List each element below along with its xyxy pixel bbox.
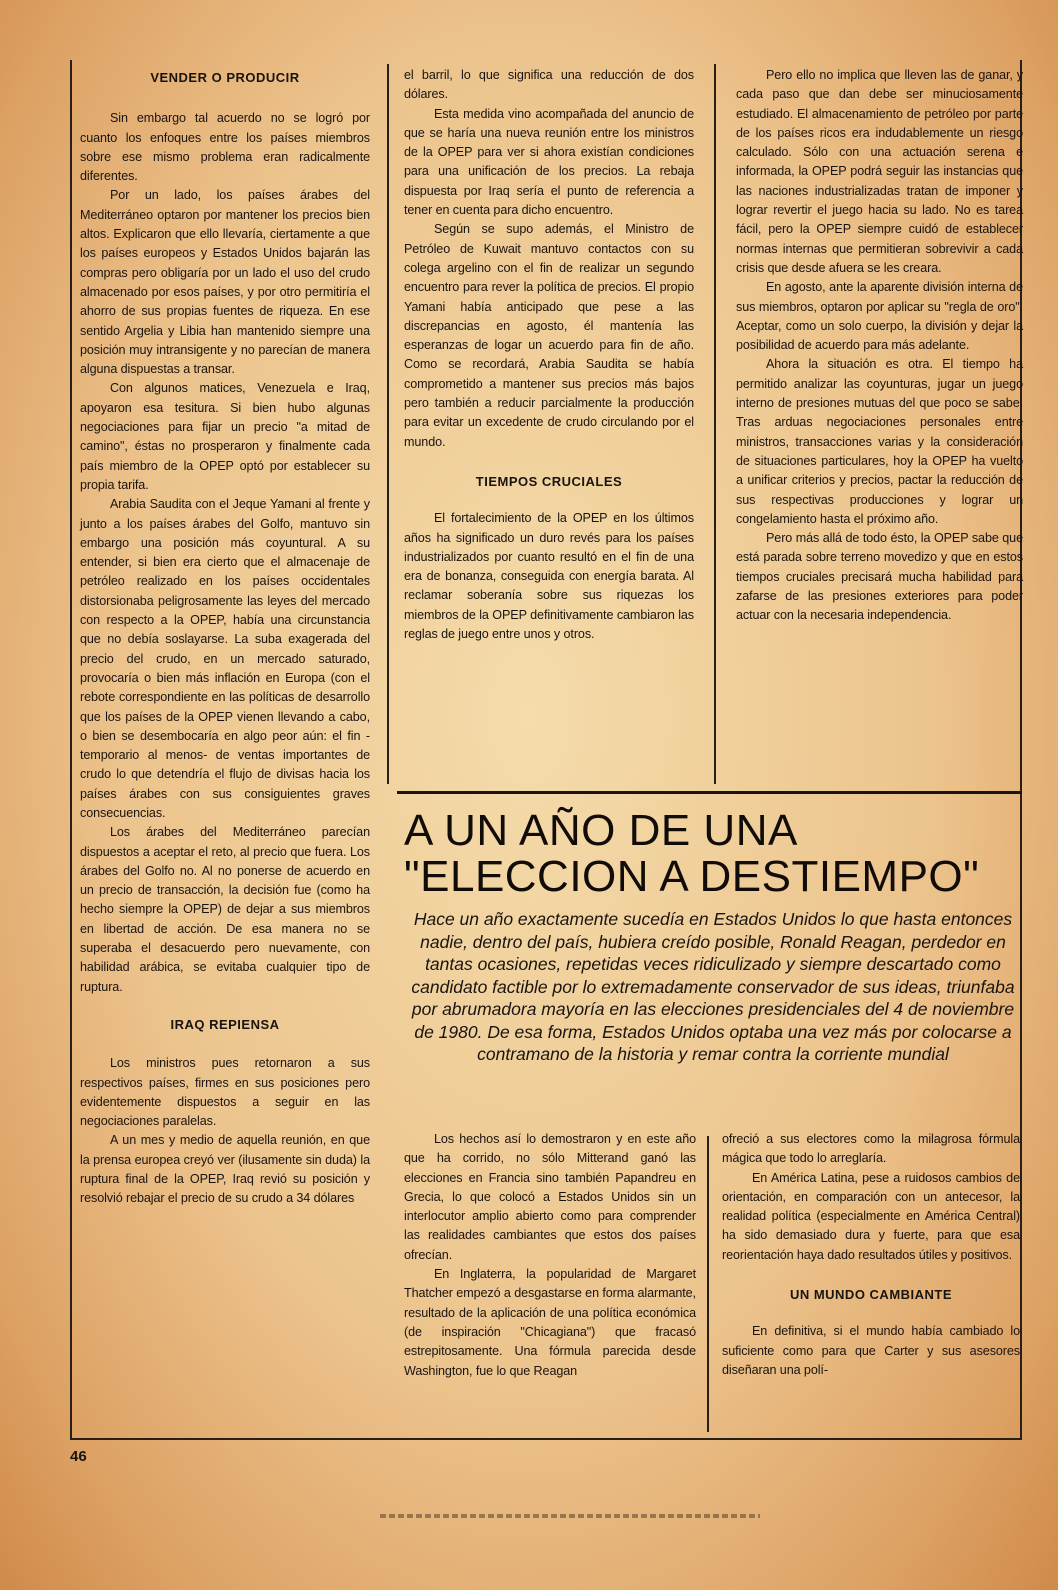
paragraph: El fortalecimiento de la OPEP en los últimos años ha significado un duro revés para los países industrializados por cuanto resultó en el fin de una era de bonanza, conseguida con energía barata. Al reclamar soberanía sobre sus riquezas los miembros de la OPEP definitivamente cambiaron las reglas de juego entre unos y otros. [404, 511, 694, 642]
paragraph: Por un lado, los países árabes del Mediterráneo optaron por mantener los precios bien altos. Explicaron que ello llevaría, ciertamente a que los países europeos y Estados Unidos bajarán las compras pero obligaría por un lado el uso del crudo almacenado por esos países, y por otro permitiría el ahorro de sus propias fuentes de riqueza. En ese sentido Argelia y Libia han mantenido siempre una posición muy intransigente y no parecían de manera alguna dispuestas a transar. [80, 188, 370, 377]
column-divider [714, 64, 716, 784]
print-bleed-mark [380, 1514, 760, 1518]
paragraph: Ahora la situación es otra. El tiempo ha permitido analizar las coyunturas, jugar un juego interno de presiones mutuas del que poco se sabe. Tras arduas negociaciones personales entre ministros, transacciones varias y la consideración de situaciones particulares, hoy la OPEP ha vuelto a unificar criterios y precios, pactar la reducción de sus respectivas producciones y lograr un congelamiento hasta el próximo año. [736, 357, 1023, 526]
column-3 [736, 66, 1023, 626]
headline-line-1: A UN AÑO DE UNA [404, 806, 798, 855]
paragraph: Pero ello no implica que lleven las de ganar, y cada paso que dan debe ser minuciosamente estudiado. El almacenamiento de petróleo por parte de los países ricos era indudablemente un riesgo calculado. Sólo con una actuación serena e informada, la OPEP podrá seguir las instancias que las naciones industrializadas tratan de imponer y lograr revertir el juego hacia su lado. No es tarea fácil, pero la OPEP siempre cuidó de establecer normas internas que permitieran sobrevivir a cada crisis que desde afuera se les creara. [736, 68, 1023, 275]
paragraph: Con algunos matices, Venezuela e Iraq, apoyaron esa tesitura. Si bien hubo algunas negociaciones para fijar un precio "a mitad de camino", éstas no prosperaron y finalmente cada país miembro de la OPEP optó por establecer su propia tarifa. [80, 381, 370, 492]
paragraph: En agosto, ante la aparente división interna de sus miembros, optaron por aplicar su "regla de oro". Aceptar, como un solo cuerpo, la división y dejar la posibilidad de acuerdo para más adelante. [736, 280, 1023, 353]
page-number: 46 [70, 1448, 87, 1465]
column-divider [707, 1136, 709, 1432]
paragraph: En definitiva, si el mundo había cambiado lo suficiente como para que Carter y sus asesores diseñaran una polí- [722, 1324, 1020, 1377]
section-heading-vender-o-producir: VENDER O PRODUCIR [150, 70, 300, 85]
paragraph: En Inglaterra, la popularidad de Margaret Thatcher empezó a desgastarse en forma alarmante, resultado de la aplicación de una política económica (de inspiración "Chicagiana") que fracasó estrepitosamente. Una fórmula parecida desde Washington, fue lo que Reagan [404, 1267, 696, 1378]
paragraph: Los ministros pues retornaron a sus respectivos países, firmes en sus posiciones pero evidentemente dispuestos a seguir en las negociaciones paralelas. [80, 1056, 370, 1129]
paragraph: Esta medida vino acompañada del anuncio de que se haría una nueva reunión entre los ministros de la OPEP para ver si ahora existían condiciones para una unificación de los precios. La rebaja dispuesta por Iraq sería el punto de referencia a tener en cuenta para dicho encuentro. [404, 106, 694, 218]
paragraph: Arabia Saudita con el Jeque Yamani al frente y junto a los países árabes del Golfo, mantuvo sin embargo una posición más coyuntural. A su entender, si bien era cierto que el almacenaje de petróleo realizado en los países occidentales distorsionaba peligrosamente las leyes del mercado con respecto a la OPEP, había una circunstancia que no debía soslayarse. La suba exagerada del precio del crudo, en un mercado saturado, provocaría o bien más inflación en Europa (con el rebote correspondiente en las políticas de desarrollo que los países de la OPEP vienen llevando a cabo, o bien se desembocaría en algo peor aún: el fin -temporario al menos- de ventas importantes de crudo lo que detendría el flujo de divisas hacia los países árabes con sus consiguientes graves consecuencias. [80, 497, 370, 820]
headline-rule [397, 791, 1022, 794]
article-deck: Hace un año exactamente sucedía en Estados Unidos lo que hasta entonces nadie, dentro del país, hubiera creído posible, Ronald Reagan, perdedor en tantas ocasiones, repetidas veces ridiculizado y siempre descartado como candidato factible por lo extremadamente conservador de sus ideas, triunfaba por abrumadora mayoría en las elecciones presidenciales del 4 de noviembre de 1980. De esa forma, Estados Unidos optaba una vez más por colocarse a contramano de la historia y remar contra la corriente mundial [411, 909, 1015, 1064]
article-headline [404, 808, 1024, 900]
paragraph: Pero más allá de todo ésto, la OPEP sabe que está parada sobre terreno movedizo y que en estos tiempos cruciales precisará mucha habilidad para zafarse de las presiones exteriores para poder actuar con la necesaria independencia. [736, 531, 1023, 623]
paragraph: Los árabes del Mediterráneo parecían dispuestos a aceptar el reto, al precio que fuera. Los árabes del Golfo no. Al no ponerse de acuerdo en un precio de transacción, la decisión fue (como ha hecho siempre la OPEP) de dejar a sus miembros en libertad de acción. De esa manera no se superaba el desacuerdo pero nuevamente, con habilidad arábica, se evitaba cualquier tipo de ruptura. [80, 825, 370, 994]
paragraph: En América Latina, pese a ruidosos cambios de orientación, en comparación con un antecesor, la realidad política (especialmente en América Central) ha sido demasiado dura y fuerte, para que esa reorientación haya dado resultados útiles y positivos. [722, 1170, 1020, 1262]
paragraph: Sin embargo tal acuerdo no se logró por cuanto los enfoques entre los países miembros sobre ese mismo problema eran radicalmente diferentes. [80, 111, 370, 184]
paragraph: Los hechos así lo demostraron y en este año que ha corrido, no sólo Mitterand ganó las elecciones en Francia sino también Papandreu en Grecia, lo que colocó a Estados Unidos sin un interlocutor amplio abierto como para comprender las realidades cambiantes que estos dos países ofrecían. [404, 1132, 696, 1262]
column-1 [80, 68, 370, 1209]
column-2 [404, 66, 694, 644]
column-divider [387, 64, 389, 784]
section-heading-iraq-repiensa: IRAQ REPIENSA [170, 1016, 280, 1032]
paragraph: el barril, lo que significa una reducción de dos dólares. [404, 68, 694, 102]
paragraph: A un mes y medio de aquella reunión, en que la prensa europea creyó ver (ilusamente sin duda) la ruptura final de la OPEP, Iraq revió su posición y resolvió rebajar el precio de su crudo a 34 dólares [80, 1133, 370, 1206]
paragraph: Según se supo además, el Ministro de Petróleo de Kuwait mantuvo contactos con su colega argelino con el fin de realizar un segundo encuentro para rever la política de precios. El propio Yamani había anticipado que pese a las discrepancias en agosto, él mantenía las esperanzas de logar un acuerdo para fin de año. Como se recordará, Arabia Saudita se había comprometido a mantener sus precios más bajos pero también a reducir parcialmente la producción para evitar un excedente de crudo circulando por el mundo. [404, 222, 694, 449]
section-heading-un-mundo-cambiante: UN MUNDO CAMBIANTE [789, 1287, 953, 1303]
paragraph: ofreció a sus electores como la milagrosa fórmula mágica que todo lo arreglaría. [722, 1132, 1020, 1166]
article-column-b [722, 1130, 1020, 1380]
section-heading-tiempos-cruciales: TIEMPOS CRUCIALES [475, 473, 623, 489]
article-column-a [404, 1130, 696, 1381]
headline-line-2: "ELECCION A DESTIEMPO" [404, 852, 980, 901]
